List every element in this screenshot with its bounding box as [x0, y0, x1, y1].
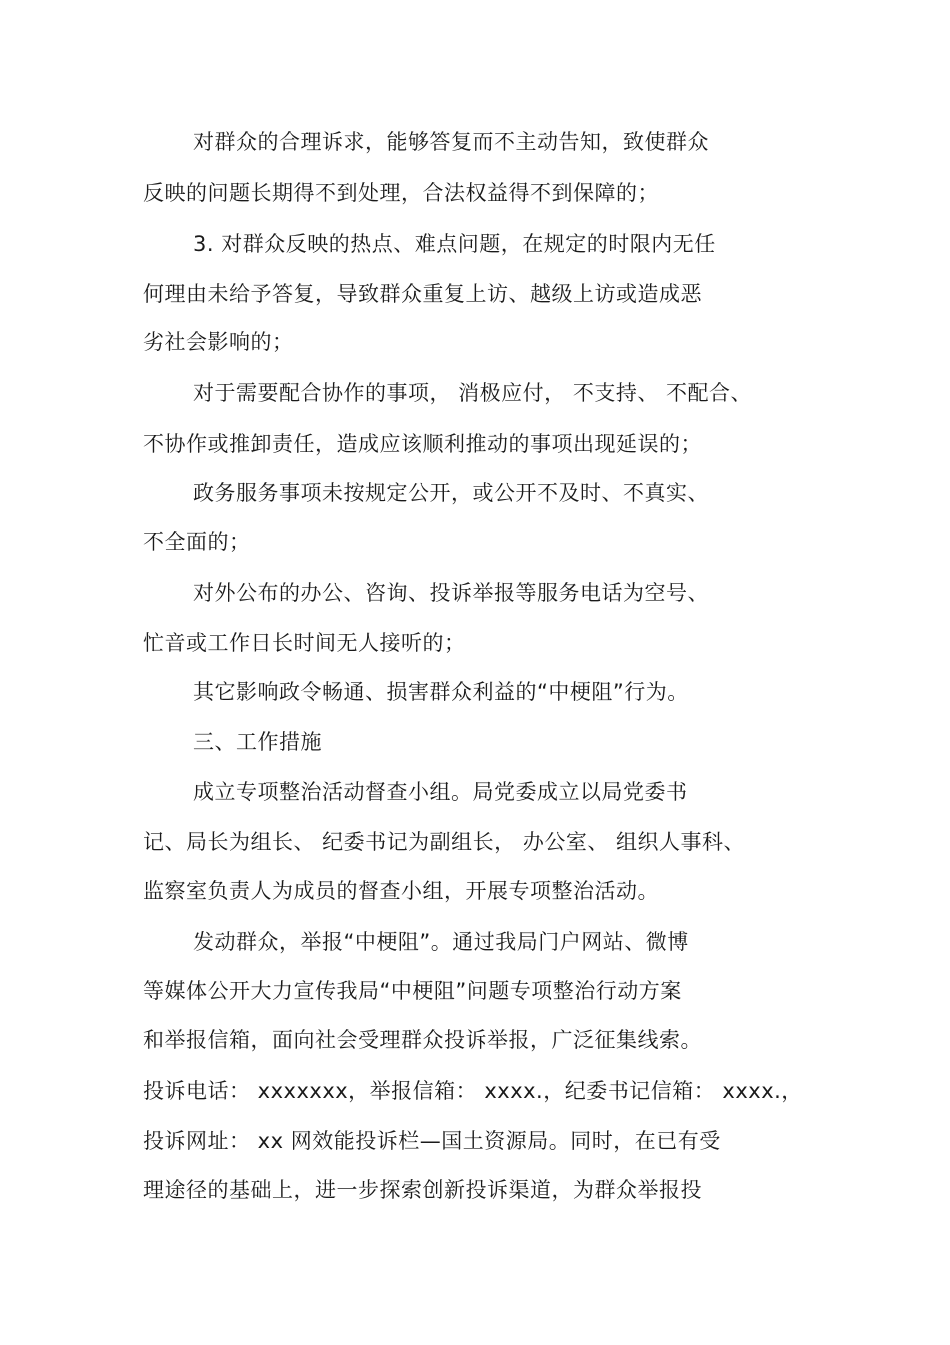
text-line: 不全面的； [143, 530, 251, 554]
text-line: 不协作或推卸责任，造成应该顺利推动的事项出现延误的； [143, 432, 702, 456]
text-line: 对于需要配合协作的事项， 消极应付， 不支持、 不配合、 [193, 381, 753, 405]
text-line: 和举报信箱，面向社会受理群众投诉举报，广泛征集线索。 [143, 1028, 702, 1052]
text-line: 等媒体公开大力宣传我局“中梗阻”问题专项整治行动方案 [143, 979, 682, 1003]
section-heading: 三、工作措施 [193, 730, 322, 754]
text-line: 反映的问题长期得不到处理，合法权益得不到保障的； [143, 181, 659, 205]
text-line: 对群众的合理诉求，能够答复而不主动告知，致使群众 [193, 130, 709, 154]
text-line: 记、局长为组长、 纪委书记为副组长， 办公室、 组织人事科、 [143, 830, 746, 854]
text-line: 发动群众，举报“中梗阻”。通过我局门户网站、微博 [193, 930, 689, 954]
text-line: 3. 对群众反映的热点、难点问题，在规定的时限内无任 [193, 232, 716, 256]
text-line: 投诉网址： xx 网效能投诉栏—国土资源局。同时，在已有受 [143, 1129, 721, 1153]
text-line: 监察室负责人为成员的督查小组，开展专项整治活动。 [143, 879, 659, 903]
text-line: 其它影响政令畅通、损害群众利益的“中梗阻”行为。 [193, 680, 689, 704]
text-line: 劣社会影响的； [143, 330, 294, 354]
text-line: 理途径的基础上，进一步探索创新投诉渠道，为群众举报投 [143, 1178, 702, 1202]
text-line: 忙音或工作日长时间无人接听的； [143, 631, 466, 655]
text-line: 政务服务事项未按规定公开，或公开不及时、不真实、 [193, 481, 709, 505]
text-line: 投诉电话： xxxxxxx，举报信箱： xxxx.，纪委书记信箱： xxxx.， [143, 1079, 803, 1103]
text-line: 对外公布的办公、咨询、投诉举报等服务电话为空号、 [193, 581, 709, 605]
text-line: 何理由未给予答复，导致群众重复上访、越级上访或造成恶 [143, 282, 702, 306]
text-line: 成立专项整治活动督查小组。局党委成立以局党委书 [193, 780, 688, 804]
